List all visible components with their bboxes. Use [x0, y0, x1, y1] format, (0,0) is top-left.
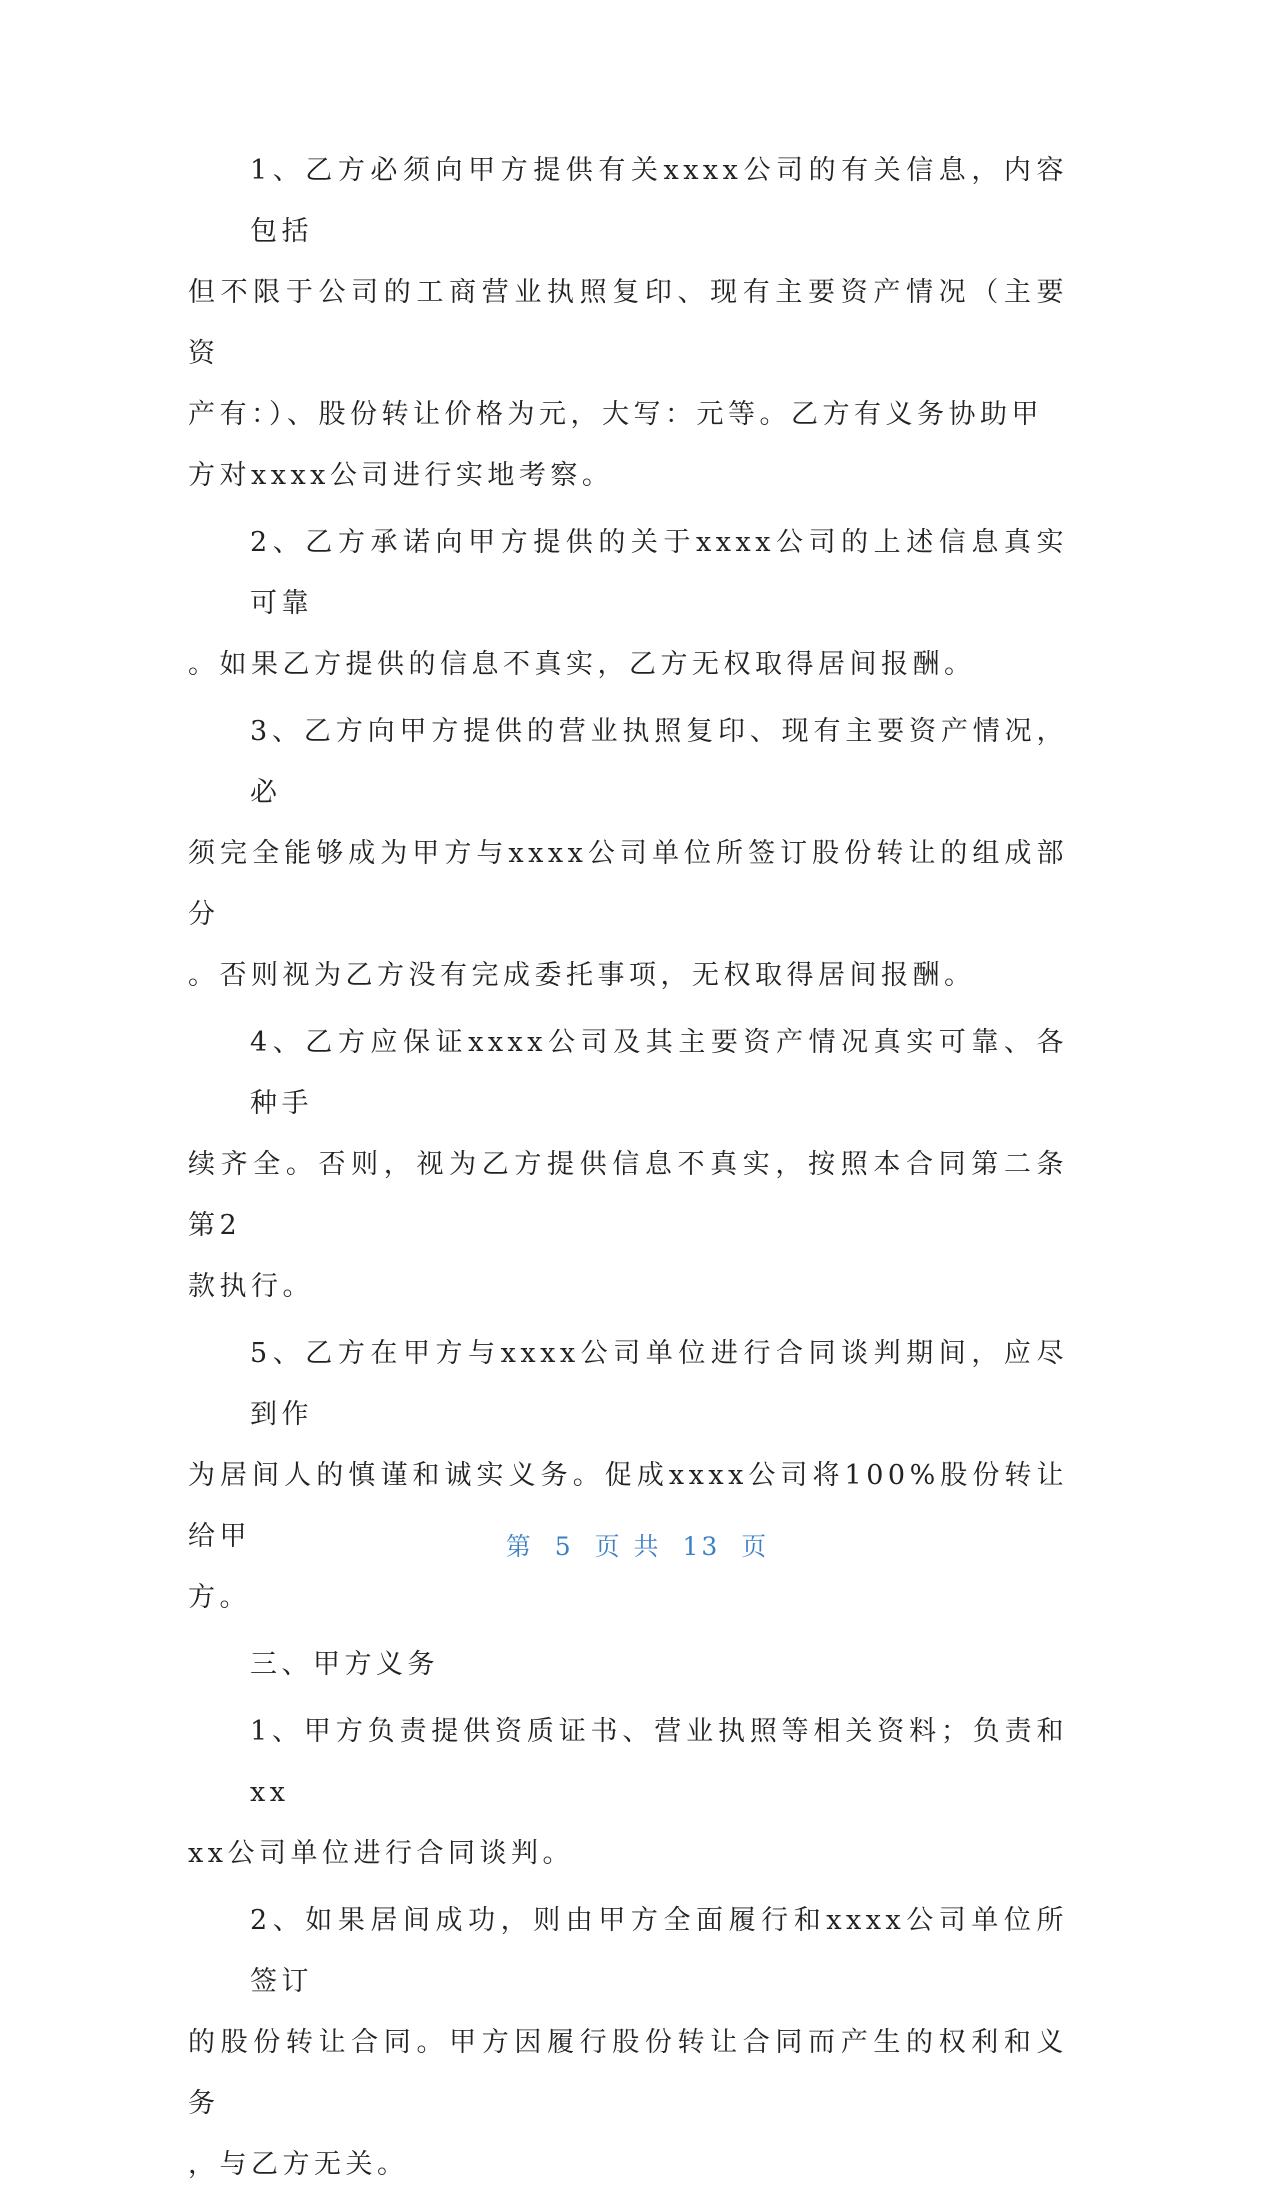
- text-line: 款执行。: [188, 1271, 314, 1302]
- text-line: ，与乙方无关。: [188, 2149, 409, 2180]
- text-line: 续齐全。否则，视为乙方提供信息不真实，按照本合同第二条第2: [188, 1149, 1068, 1241]
- text-line: 方对xxxx公司进行实地考察。: [188, 460, 614, 491]
- paragraph-jia-duty-2: [188, 1890, 1068, 2195]
- text-line: 1、甲方负责提供资质证书、营业执照等相关资料；负责和xx: [250, 1716, 1068, 1808]
- footer-suffix: 页: [741, 1532, 770, 1561]
- text-line: 1、乙方必须向甲方提供有关xxxx公司的有关信息，内容包括: [250, 155, 1068, 247]
- text-line: 须完全能够成为甲方与xxxx公司单位所签订股份转让的组成部分: [188, 838, 1068, 930]
- page-footer: [0, 1527, 1275, 1563]
- paragraph-yi-duty-2: [188, 512, 1068, 695]
- text-line: 5、乙方在甲方与xxxx公司单位进行合同谈判期间，应尽到作: [250, 1338, 1068, 1430]
- footer-page-number: 5: [554, 1532, 574, 1561]
- text-line: 。否则视为乙方没有完成委托事项，无权取得居间报酬。: [188, 960, 976, 991]
- section-heading-jia-duties: [188, 1634, 1068, 1695]
- paragraph-yi-duty-1: [188, 140, 1068, 506]
- text-line: 。如果乙方提供的信息不真实，乙方无权取得居间报酬。: [188, 649, 976, 680]
- text-line: 方。: [188, 1582, 251, 1613]
- footer-prefix: 第: [505, 1532, 534, 1561]
- document-body: [188, 140, 1068, 2201]
- text-line: 但不限于公司的工商营业执照复印、现有主要资产情况（主要资: [188, 277, 1068, 369]
- paragraph-jia-duty-1: [188, 1701, 1068, 1884]
- text-line: xx公司单位进行合同谈判。: [188, 1838, 574, 1869]
- footer-middle: 页 共: [594, 1532, 662, 1561]
- paragraph-yi-duty-4: [188, 1012, 1068, 1317]
- text-line: 4、乙方应保证xxxx公司及其主要资产情况真实可靠、各种手: [250, 1027, 1068, 1119]
- section-heading: 三、甲方义务: [250, 1649, 439, 1680]
- footer-total-pages: 13: [682, 1532, 721, 1561]
- text-line: 2、如果居间成功，则由甲方全面履行和xxxx公司单位所签订: [250, 1905, 1068, 1997]
- text-line: 2、乙方承诺向甲方提供的关于xxxx公司的上述信息真实可靠: [250, 527, 1068, 619]
- text-line: 的股份转让合同。甲方因履行股份转让合同而产生的权利和义务: [188, 2027, 1068, 2119]
- text-line: 为居间人的慎谨和诚实义务。促成xxxx公司将100%股份转让给甲: [188, 1460, 1068, 1552]
- text-line: 3、乙方向甲方提供的营业执照复印、现有主要资产情况，必: [250, 716, 1068, 808]
- text-line: 产有：）、股份转让价格为元，大写：元等。乙方有义务协助甲: [188, 399, 1043, 430]
- paragraph-yi-duty-5: [188, 1323, 1068, 1628]
- paragraph-yi-duty-3: [188, 701, 1068, 1006]
